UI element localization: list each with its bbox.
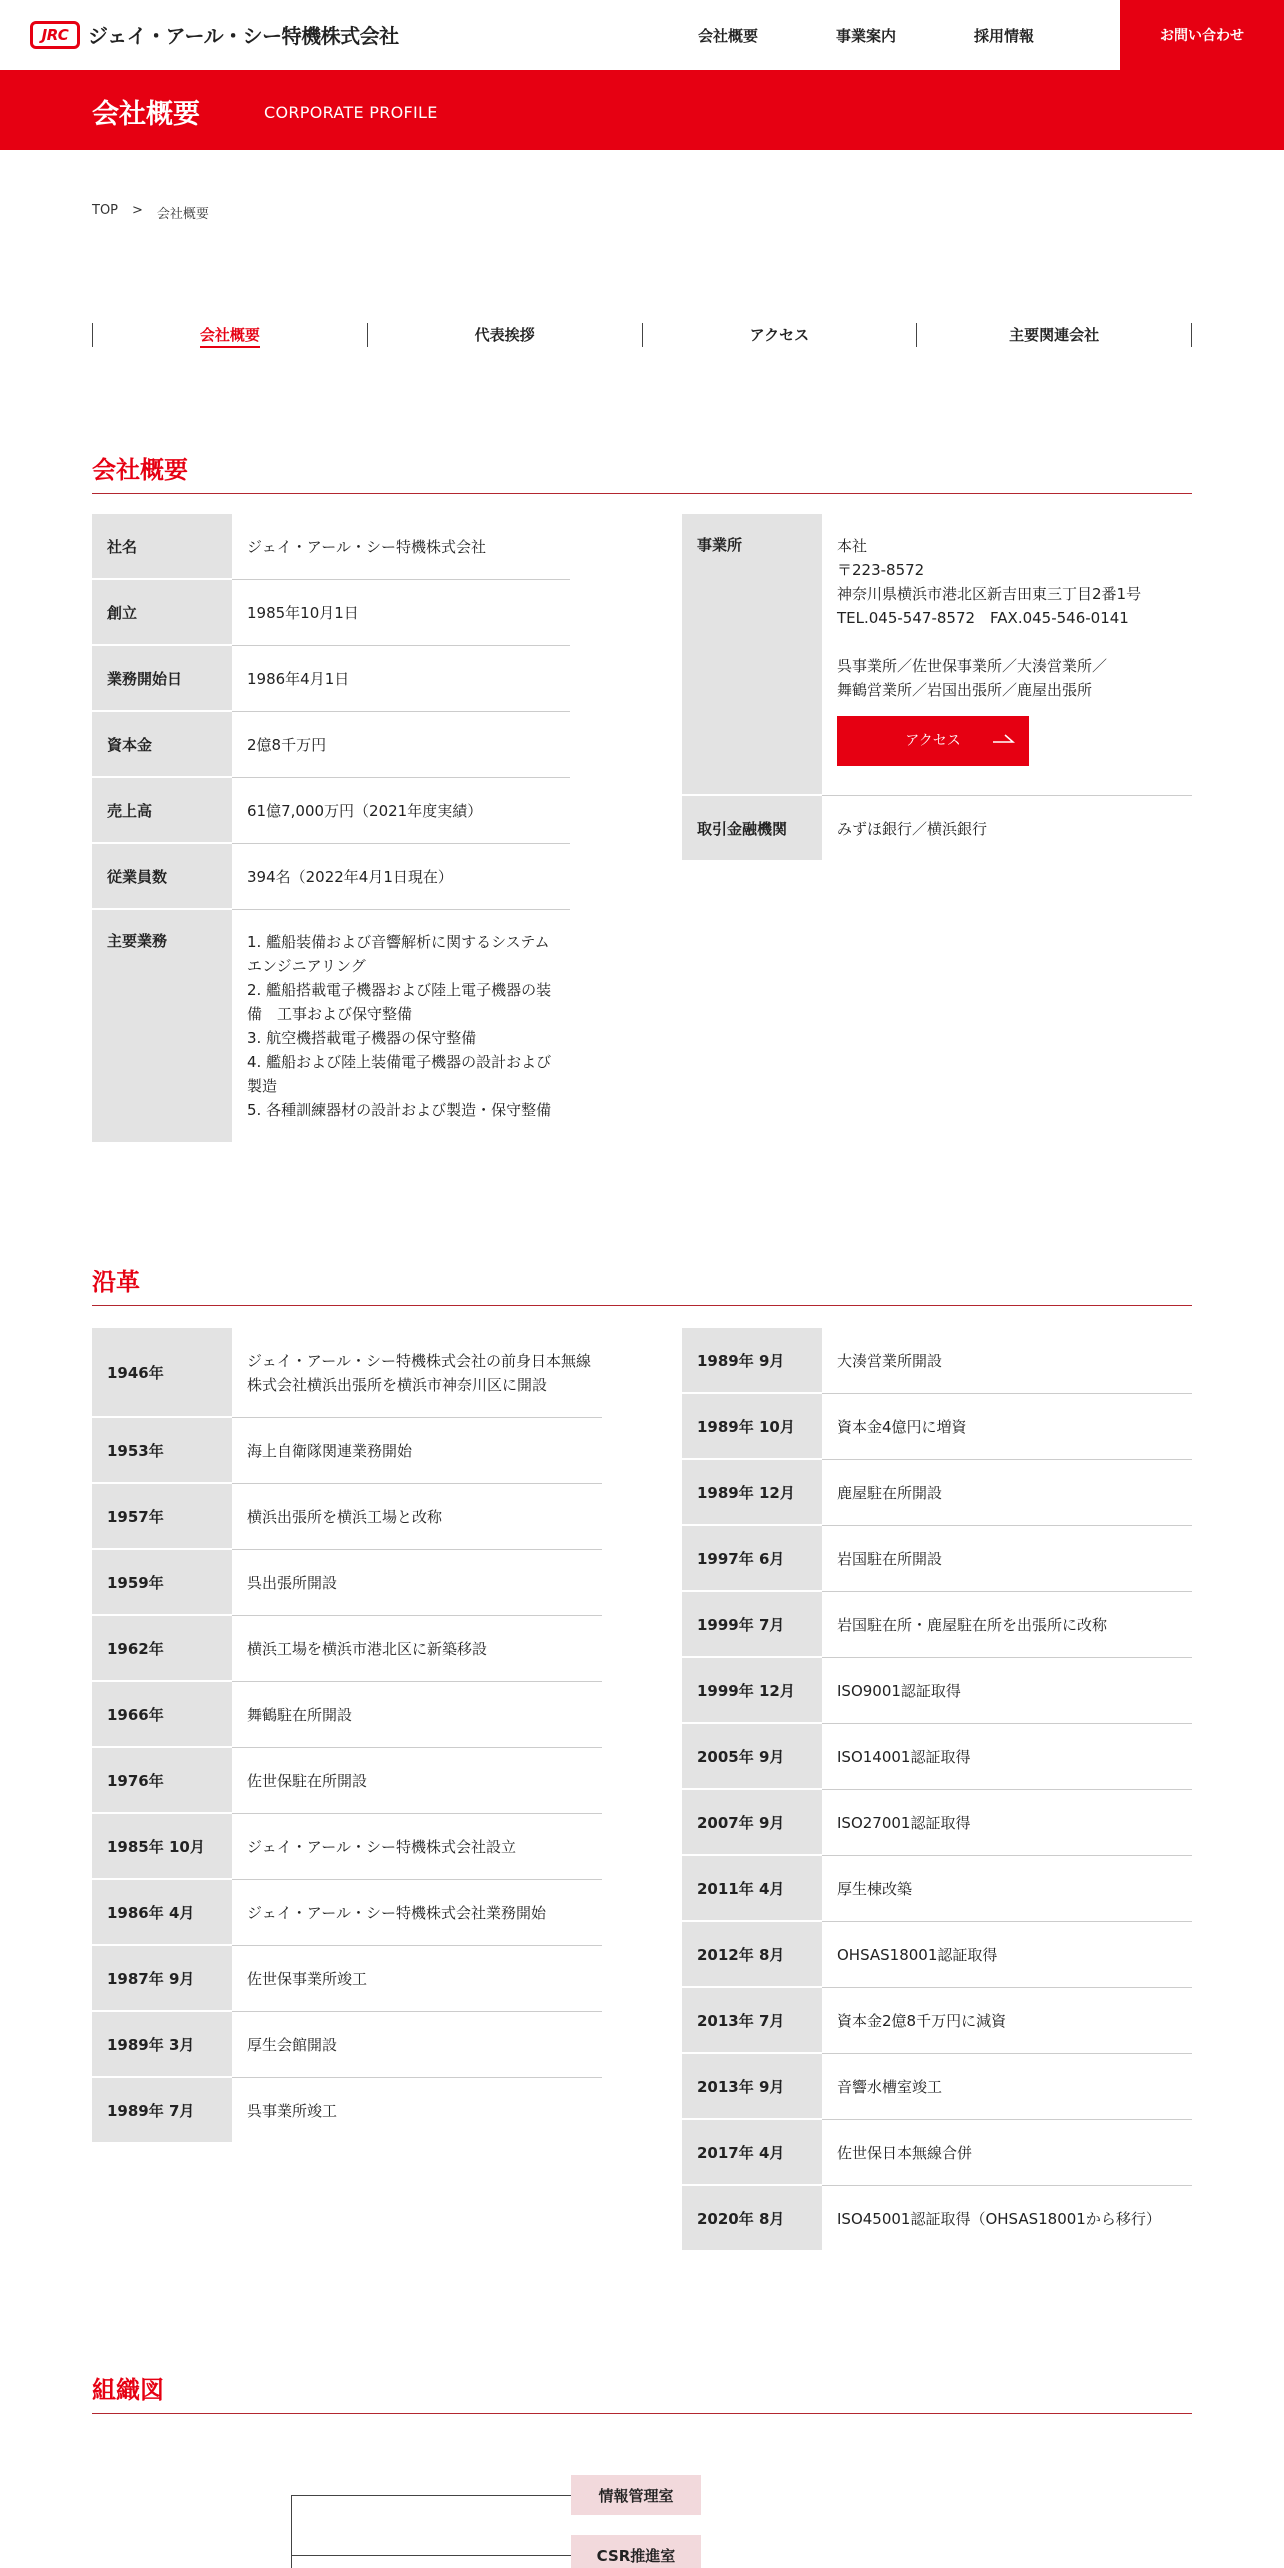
table-row <box>682 514 1192 796</box>
history-row <box>92 2012 602 2078</box>
history-row <box>682 2054 1192 2120</box>
history-event: 厚生会館開設 <box>232 2012 602 2078</box>
history-event: 大湊営業所開設 <box>822 1328 1192 1394</box>
history-year: 1962年 <box>92 1616 232 1682</box>
profile-table-right <box>682 514 1192 862</box>
history-event: ISO27001認証取得 <box>822 1790 1192 1856</box>
row-label: 資本金 <box>92 712 232 778</box>
site-header <box>0 0 1284 70</box>
history-year: 1989年 3月 <box>92 2012 232 2078</box>
row-label: 業務開始日 <box>92 646 232 712</box>
history-row <box>92 1814 602 1880</box>
business-line: 製造 <box>247 1077 278 1095</box>
history-event: ジェイ・アール・シー特機株式会社の前身日本無線株式会社横浜出張所を横浜市神奈川区に開設 <box>232 1328 602 1418</box>
tab-label: 主要関連会社 <box>1009 326 1100 344</box>
row-value: 61億7,000万円（2021年度実績） <box>232 778 570 844</box>
tab-access[interactable] <box>643 323 918 347</box>
page-title: 会社概要 <box>92 99 200 130</box>
history-year: 1985年 10月 <box>92 1814 232 1880</box>
row-value: みずほ銀行／横浜銀行 <box>837 820 988 838</box>
history-event: 資本金2億8千万円に減資 <box>822 1988 1192 2054</box>
row-label: 主要業務 <box>92 910 232 1144</box>
row-label: 取引金融機関 <box>682 796 822 862</box>
history-row <box>682 1856 1192 1922</box>
history-year: 1986年 4月 <box>92 1880 232 1946</box>
office-line: 舞鶴営業所／岩国出張所／鹿屋出張所 <box>837 681 1093 699</box>
history-row <box>92 2078 602 2144</box>
history-year: 1987年 9月 <box>92 1946 232 2012</box>
nav-company[interactable]: 会社概要 <box>698 26 759 45</box>
history-event: 音響水槽室竣工 <box>822 2054 1192 2120</box>
access-button[interactable] <box>837 716 1029 766</box>
org-box-info-management: 情報管理室 <box>571 2475 701 2515</box>
history-event: ジェイ・アール・シー特機株式会社業務開始 <box>232 1880 602 1946</box>
tab-greeting[interactable] <box>368 323 643 347</box>
history-event: ISO45001認証取得（OHSAS18001から移行） <box>837 2210 1161 2228</box>
history-year: 1957年 <box>92 1484 232 1550</box>
row-value <box>822 514 1192 796</box>
row-value: 1986年4月1日 <box>232 646 570 712</box>
history-year: 1989年 9月 <box>682 1328 822 1394</box>
row-label: 社名 <box>92 514 232 580</box>
table-row <box>92 712 570 778</box>
breadcrumb-home[interactable]: TOP <box>92 203 119 218</box>
history-row <box>682 1328 1192 1394</box>
row-value: 2億8千万円 <box>232 712 570 778</box>
org-connector <box>291 2495 571 2496</box>
nav-business[interactable]: 事業案内 <box>836 26 897 45</box>
arrow-right-icon <box>993 732 1015 748</box>
table-row <box>92 778 570 844</box>
table-row <box>92 844 570 910</box>
table-row <box>92 646 570 712</box>
history-row <box>92 1418 602 1484</box>
history-row <box>92 1616 602 1682</box>
office-line: TEL.045-547-8572 FAX.045-546-0141 <box>837 609 1129 627</box>
tab-company-profile[interactable] <box>93 323 368 347</box>
history-row <box>682 1658 1192 1724</box>
site-logo[interactable] <box>30 20 399 49</box>
history-year: 2017年 4月 <box>682 2120 822 2186</box>
history-row <box>682 1526 1192 1592</box>
history-row <box>92 1946 602 2012</box>
history-event: ジェイ・アール・シー特機株式会社設立 <box>232 1814 602 1880</box>
history-year: 1989年 12月 <box>682 1460 822 1526</box>
jrc-logo-icon: JRC <box>30 21 80 49</box>
row-label: 創立 <box>92 580 232 646</box>
history-row <box>682 1988 1192 2054</box>
section-title: 組織図 <box>92 2376 164 2404</box>
history-year: 1946年 <box>92 1328 232 1418</box>
history-event: 呉出張所開設 <box>232 1550 602 1616</box>
office-line: 本社 <box>837 537 868 555</box>
row-label: 売上高 <box>92 778 232 844</box>
history-event: ISO14001認証取得 <box>822 1724 1192 1790</box>
history-event: OHSAS18001認証取得 <box>822 1922 1192 1988</box>
history-event: 佐世保事業所竣工 <box>232 1946 602 2012</box>
history-event: 佐世保日本無線合併 <box>822 2120 1192 2186</box>
office-line: 神奈川県横浜市港北区新吉田東三丁目2番1号 <box>837 585 1142 603</box>
company-name: ジェイ・アール・シー特機株式会社 <box>88 24 399 48</box>
history-event: 資本金4億円に増資 <box>822 1394 1192 1460</box>
table-row <box>682 796 1192 862</box>
history-row <box>682 1460 1192 1526</box>
history-year: 2007年 9月 <box>682 1790 822 1856</box>
business-line: 1. 艦船装備および音響解析に関するシステム <box>247 933 550 951</box>
history-row <box>682 1922 1192 1988</box>
history-row <box>92 1748 602 1814</box>
history-row <box>682 2186 1192 2252</box>
tab-label: 会社概要 <box>200 326 260 348</box>
row-label: 従業員数 <box>92 844 232 910</box>
history-event: 横浜出張所を横浜工場と改称 <box>232 1484 602 1550</box>
history-row <box>682 1724 1192 1790</box>
office-info <box>837 534 1141 766</box>
office-line: 〒223-8572 <box>837 561 925 579</box>
row-value: ジェイ・アール・シー特機株式会社 <box>232 514 570 580</box>
history-event: 横浜工場を横浜市港北区に新築移設 <box>232 1616 602 1682</box>
history-year: 1999年 12月 <box>682 1658 822 1724</box>
tab-label: アクセス <box>749 326 810 344</box>
history-row <box>92 1550 602 1616</box>
table-row <box>92 514 570 580</box>
history-year: 1997年 6月 <box>682 1526 822 1592</box>
history-year: 1976年 <box>92 1748 232 1814</box>
history-event: 鹿屋駐在所開設 <box>822 1460 1192 1526</box>
history-event: 呉事業所竣工 <box>247 2102 338 2120</box>
page-subtitle: CORPORATE PROFILE <box>264 103 438 122</box>
history-row <box>92 1682 602 1748</box>
history-year: 1953年 <box>92 1418 232 1484</box>
business-line: 備 工事および保守整備 <box>247 1005 413 1023</box>
global-nav <box>660 0 1074 70</box>
history-year: 1989年 10月 <box>682 1394 822 1460</box>
table-row <box>92 580 570 646</box>
row-label: 事業所 <box>682 514 822 796</box>
history-event: 岩国駐在所開設 <box>822 1526 1192 1592</box>
history-row <box>682 1394 1192 1460</box>
history-year: 2012年 8月 <box>682 1922 822 1988</box>
profile-heading <box>92 450 1192 494</box>
history-row <box>682 1592 1192 1658</box>
business-line: 2. 艦船搭載電子機器および陸上電子機器の装 <box>247 981 552 999</box>
history-row <box>682 2120 1192 2186</box>
history-row <box>92 1328 602 1418</box>
row-value: 1985年10月1日 <box>232 580 570 646</box>
section-title: 会社概要 <box>92 456 188 484</box>
org-box-csr: CSR推進室 <box>571 2535 701 2568</box>
business-line: 5. 各種訓練器材の設計および製造・保守整備 <box>247 1101 552 1119</box>
history-year: 2020年 8月 <box>682 2186 822 2252</box>
history-row <box>682 1790 1192 1856</box>
history-event: ISO9001認証取得 <box>822 1658 1192 1724</box>
history-year: 1966年 <box>92 1682 232 1748</box>
history-row <box>92 1484 602 1550</box>
history-event: 岩国駐在所・鹿屋駐在所を出張所に改称 <box>822 1592 1192 1658</box>
breadcrumb-separator: > <box>132 203 143 218</box>
tab-affiliates[interactable] <box>917 323 1192 347</box>
page-title-band <box>0 70 1284 150</box>
business-line: 4. 艦船および陸上装備電子機器の設計および <box>247 1053 552 1071</box>
history-year: 2005年 9月 <box>682 1724 822 1790</box>
row-value <box>232 910 570 1144</box>
business-line: 3. 航空機搭載電子機器の保守整備 <box>247 1029 477 1047</box>
row-value: 394名（2022年4月1日現在） <box>232 844 570 910</box>
section-title: 沿革 <box>92 1268 140 1296</box>
breadcrumb <box>92 203 209 222</box>
business-line: エンジニアリング <box>247 957 366 975</box>
business-list <box>247 930 551 1122</box>
tab-label: 代表挨拶 <box>474 326 535 344</box>
access-button-label: アクセス <box>905 733 961 749</box>
history-row <box>92 1880 602 1946</box>
history-year: 2013年 7月 <box>682 1988 822 2054</box>
org-heading <box>92 2370 1192 2414</box>
org-connector <box>291 2555 571 2556</box>
history-event: 舞鶴駐在所開設 <box>232 1682 602 1748</box>
history-year: 1959年 <box>92 1550 232 1616</box>
office-line: 呉事業所／佐世保事業所／大湊営業所／ <box>837 657 1108 675</box>
org-connector <box>291 2495 292 2568</box>
history-heading <box>92 1262 1192 1306</box>
contact-button[interactable]: お問い合わせ <box>1120 0 1284 70</box>
history-year: 1999年 7月 <box>682 1592 822 1658</box>
history-year: 1989年 7月 <box>92 2078 232 2144</box>
history-event: 厚生棟改築 <box>822 1856 1192 1922</box>
local-nav <box>92 323 1192 347</box>
history-table-left <box>92 1328 602 2144</box>
profile-table-left <box>92 514 570 1144</box>
table-row <box>92 910 570 1144</box>
history-year: 2011年 4月 <box>682 1856 822 1922</box>
history-table-right <box>682 1328 1192 2252</box>
nav-recruit[interactable]: 採用情報 <box>974 26 1035 45</box>
history-year: 2013年 9月 <box>682 2054 822 2120</box>
history-event: 海上自衛隊関連業務開始 <box>232 1418 602 1484</box>
breadcrumb-current: 会社概要 <box>156 207 209 222</box>
history-event: 佐世保駐在所開設 <box>232 1748 602 1814</box>
